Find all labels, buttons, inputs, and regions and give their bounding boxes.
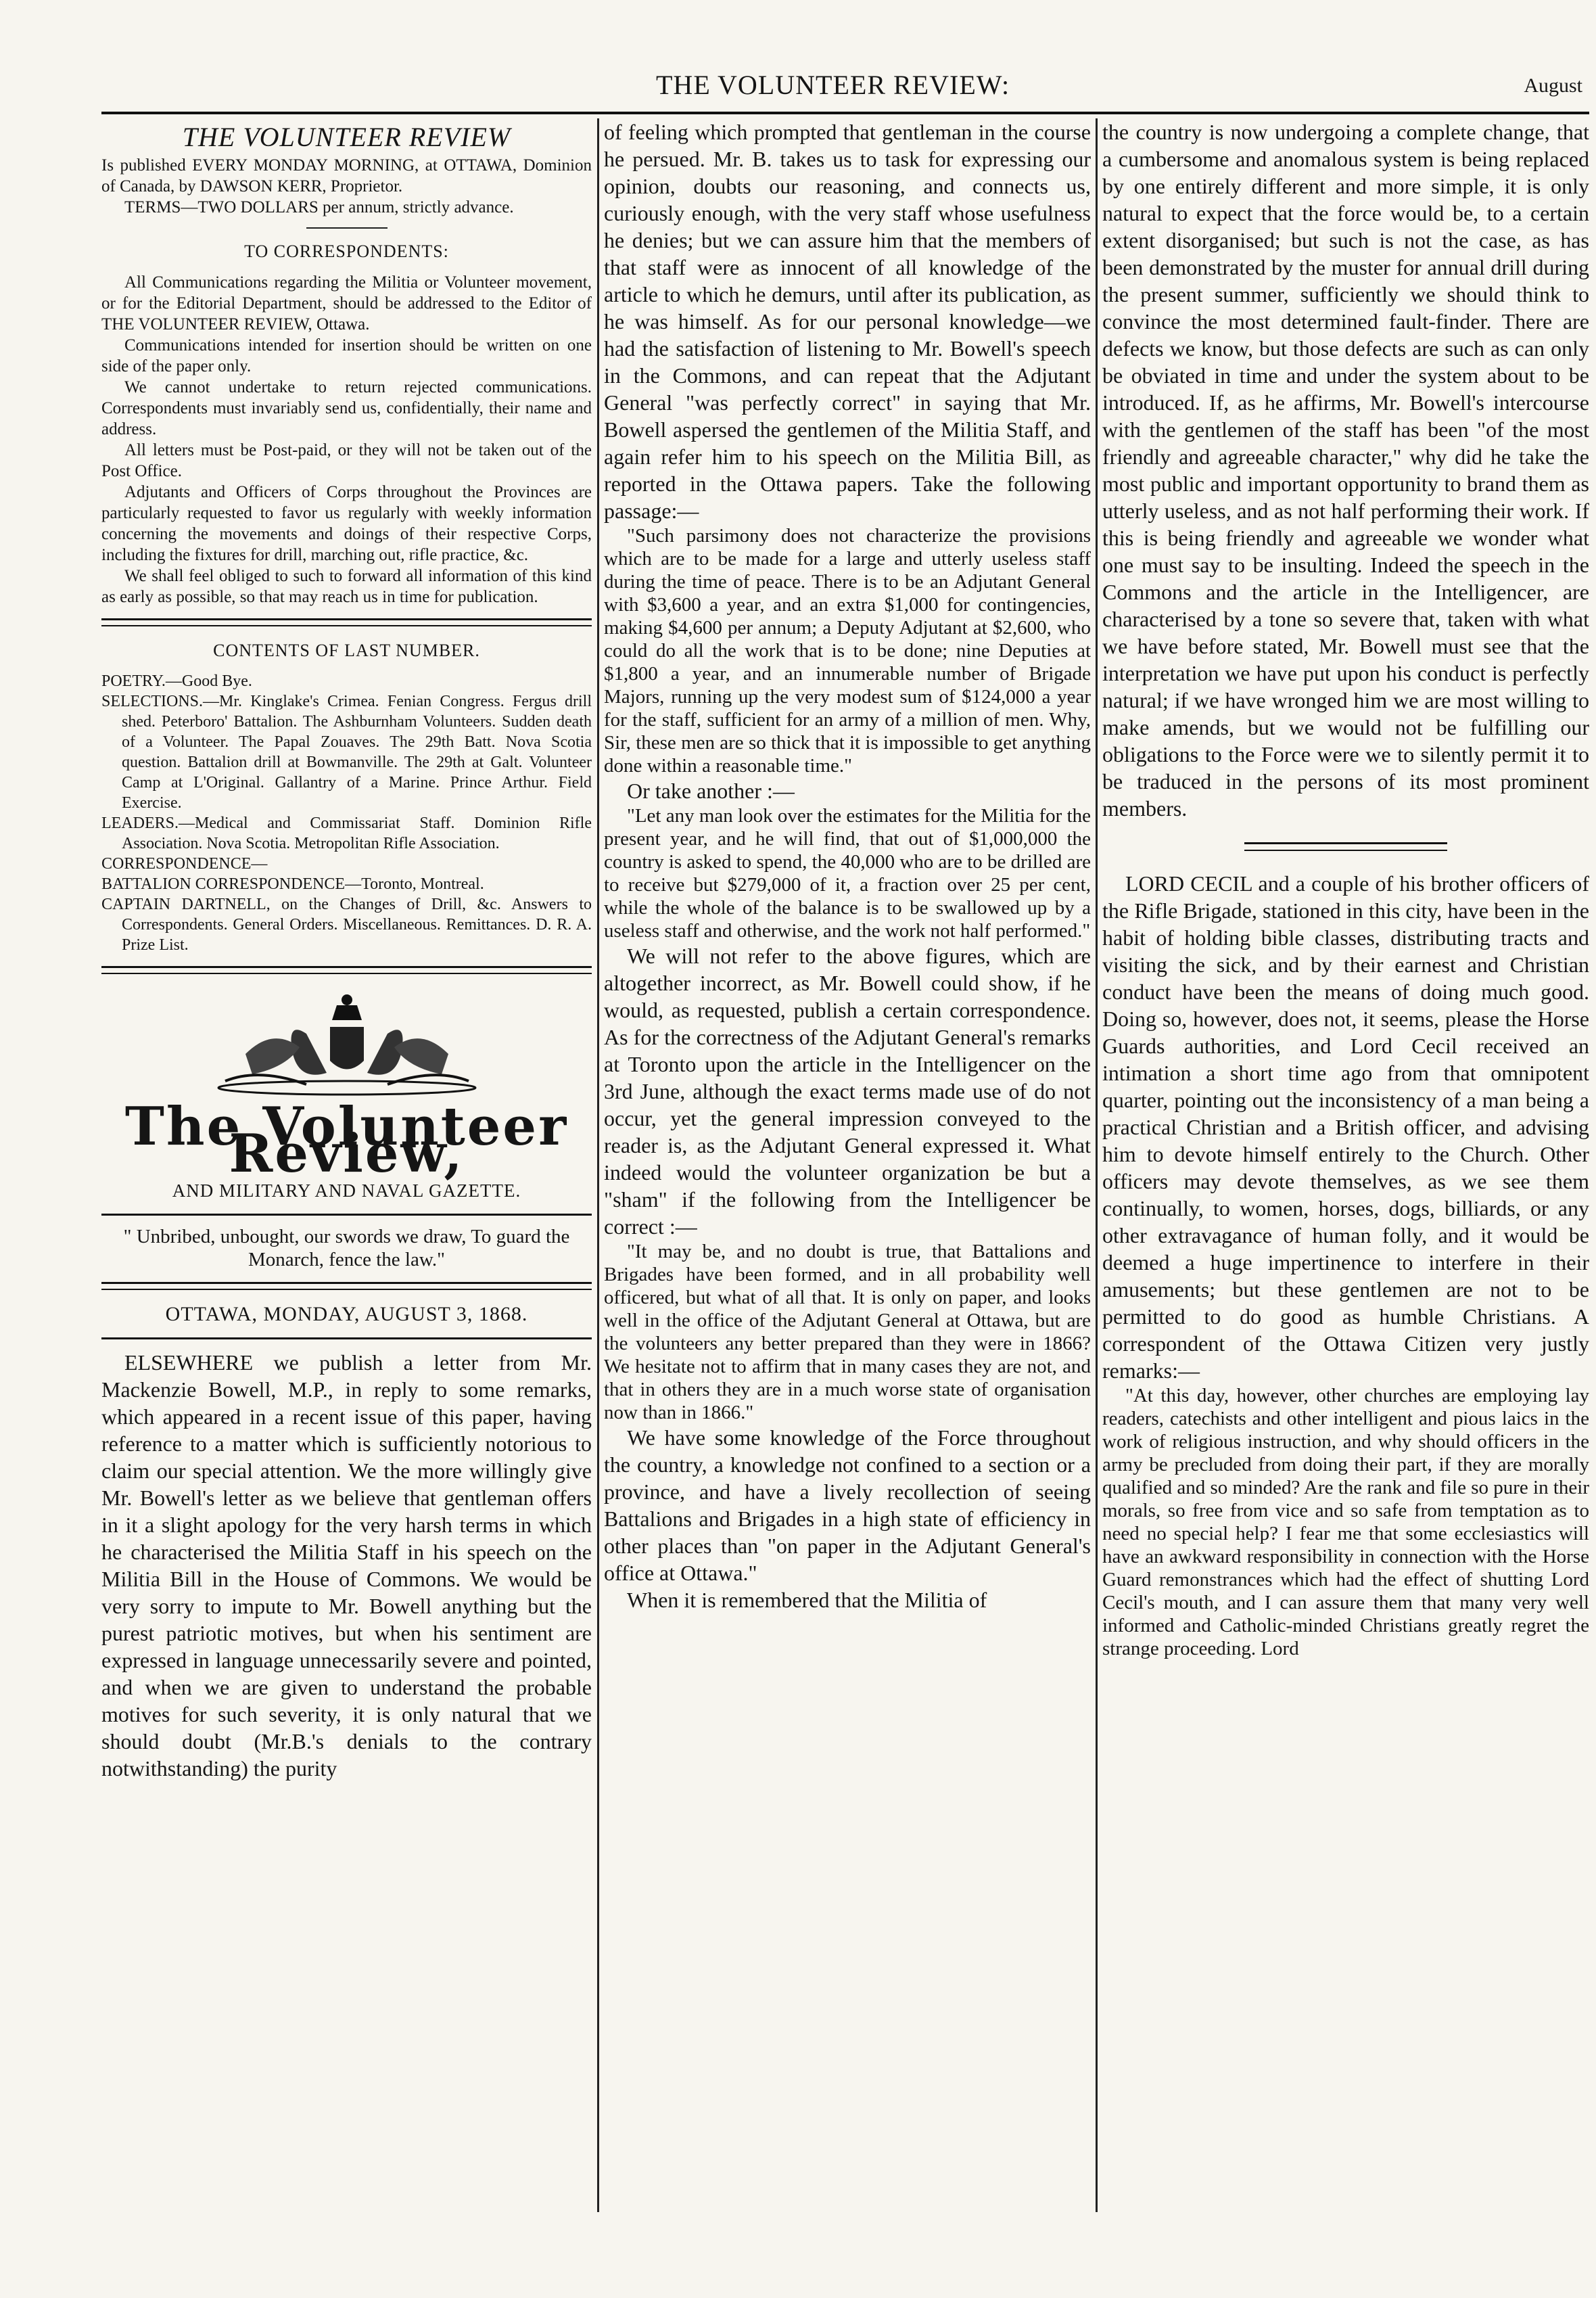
editorial-paragraph: the country is now undergoing a complete change, that a cumbersome and anomalous system is being replaced by one entirely different and more simple, it is only natural to expect that the force would be, to a certain extent disorganised; but such is not the case, as has been demonstrated by the muster for annual drill during the present summer, sufficiently we should think to convince the most determined fault-finder. There are defects we know, but those defects are such as can only be obviated in time and under the system about to be introduced. If, as he affirms, Mr. Bowell's intercourse with the gentlemen of the staff has been "of the most friendly and agreeable character," why did he take the most public and important opportunity to brand them as utterly useless, and as not half performing their work. If this is being friendly and agreeable we wonder what one must say to be insulting. Indeed the speech in the Commons and the article in the Intelligencer, are characterised by a tone so severe that, taken with what we have before stated, Mr. Bowell must see that the interpretation we have put upon his conduct is perfectly natural; if we have wronged him we are most willing to make amends, but we would not be fulfilling our obligations to the Force were we to silently permit it to be traduced in the persons of its most prominent members. bbox=[1102, 120, 1589, 821]
contents-heading: CONTENTS OF LAST NUMBER. bbox=[213, 641, 480, 660]
quoted-passage: "It may be, and no doubt is true, that Battalions and Brigades have been formed, and in all probability well officered, but what of all that. It is only on paper, and looks well in the office of the Adjutant General at Ottawa, but are the volunteers any better prepared than they were in 1866? We hesitate not to affirm that in many cases they are not, and that in others they are in a much worse state of organisation now than in 1866." bbox=[604, 1241, 1091, 1423]
correspondents-note: We shall feel obliged to such to forward all information of this kind as early as possible, so that may reach us in time for publication. bbox=[101, 567, 592, 606]
editorial-paragraph: LORD CECIL and a couple of his brother officers of the Rifle Brigade, stationed in this city, have been in the habit of holding bible classes, distributing tracts and visiting the sick, and by their earnest and Christian conduct have been the means of doing much good. Doing so, however, does not, it seems, please the Horse Guards authorities, and Lord Cecil received an intimation a short time ago from that omnipotent quarter, pointing out the inconsistency of a man being a practical Christian and a British officer, and advising him to devote himself entirely to the Church. Other officers may devote themselves, as we see them continually, to women, horses, dogs, billiards, or any other extravagance of human folly, and it would be deemed a huge impertinence to interfere in their amusements; but these gentlemen are not to be permitted to do good as humble Christians. A correspondent of the Ottawa Citizen very justly remarks:— bbox=[1102, 871, 1589, 1383]
page-header bbox=[101, 62, 1589, 110]
column-2 bbox=[604, 118, 1091, 2215]
paper-subtitle: AND MILITARY AND NAVAL GAZETTE. bbox=[172, 1180, 521, 1201]
masthead-title: THE VOLUNTEER REVIEW bbox=[182, 122, 511, 152]
quoted-passage: "Such parsimony does not characterize the provisions which are to be made for a large and utterly useless staff during the time of peace. There is to be an Adjutant General with $3,600 a year, and an extra $1,000 for contingencies, making $4,600 per annum; a Deputy Adjutant at $2,600, who could do all the work that is to be done; nine Deputies at $1,800 a year, and an innumerable number of Brigade Majors, running up the very modest sum of $124,000 a year for the staff, sufficient for an army of a million of men. Why, Sir, these men are so thick that it is impossible to get anything done within a reasonable time." bbox=[604, 525, 1091, 777]
double-rule bbox=[101, 618, 592, 626]
royal-crest-icon bbox=[205, 986, 489, 1101]
editorial-paragraph: We will not refer to the above figures, which are altogether incorrect, as Mr. Bowell could show, if he would, as requested, publish a certain correspondence. As for the correctness of the Adjutant General's remarks at Toronto upon the article in the Intelligencer on the 3rd June, although the exact terms made use of do not occur, yet the general impression conveyed to the reader is, as the Adjutant General expressed it. What indeed would the volunteer organization be but a "sham" if the following from the Intelligencer be correct :— bbox=[604, 944, 1091, 1239]
quoted-passage: "Let any man look over the estimates for the Militia for the present year, and he will find, that out of $1,000,000 the country is asked to spend, the 40,000 who are to be drilled are to receive but $279,000 of it, a fraction over 25 per cent, while the whole of the balance is to be swallowed up by a useless staff and otherwise, and the work not half performed." bbox=[604, 805, 1091, 942]
quoted-passage: "At this day, however, other churches are employing lay readers, catechists and other intelligent and pious laics in the work of religious instruction, and why should officers in the army be precluded from doing their part, if they are morally qualified and so minded? Are the rank and file so pure in their morals, so free from vice and so safe from temptation as to need no special help? I fear me that some ecclesiastics will have an awkward responsibility in connection with the Horse Guard remonstrances which had the effect of shutting Lord Cecil's mouth, and I can assure them that many very well informed and Catholic-minded Christians greatly regret the strange proceeding. Lord bbox=[1102, 1385, 1589, 1659]
contents-item: SELECTIONS.—Mr. Kinglake's Crimea. Fenian Congress. Fergus drill shed. Peterboro' Battalion. The Ashburnham Volunteers. Sudden death of a Volunteer. The Papal Zouaves. The 29th Batt. Nova Scotia question. Battalion drill at Bowmanville. The 29th at Galt. Volunteer Camp at L'Original. Gallantry of a Marine. Prince Arthur. Field Exercise. bbox=[101, 693, 592, 812]
editorial-paragraph: of feeling which prompted that gentleman in the course he persued. Mr. B. takes us to task for expressing our opinion, doubts our reasoning, and connects us, curiously enough, with the very staff whose usefulness he denies; but we can assure him that the members of that staff were as innocent of all knowledge of the article to which he demurs, until after its publication, as he was himself. As for our personal knowledge—we had the satisfaction of listening to Mr. Bowell's speech in the Commons, and can repeat that the Adjutant General "was perfectly correct" in saying that Mr. Bowell aspersed the gentlemen of the Militia Staff, and again refer him to his speech on the Militia Bill, as reported in the Ottawa papers. Take the following passage:— bbox=[604, 120, 1091, 523]
contents-item: CAPTAIN DARTNELL, on the Changes of Drill, &c. Answers to Correspondents. General Orders. Miscellaneous. Remittances. D. R. A. Prize List. bbox=[101, 896, 592, 954]
editorial-paragraph: When it is remembered that the Militia of bbox=[627, 1588, 987, 1612]
correspondents-heading: TO CORRESPONDENTS: bbox=[244, 242, 449, 261]
editorial-paragraph: ELSEWHERE we publish a letter from Mr. Mackenzie Bowell, M.P., in reply to some remarks, which appeared in a recent issue of this paper, having reference to a matter which is sufficiently notorious to claim our special attention. We the more willingly give Mr. Bowell's letter as we believe that gentleman offers in it a slight apology for the very harsh terms in which he characterised the Militia Staff in his speech on the Militia Bill in the House of Commons. We would be very sorry to impute to Mr. Bowell anything but the purest patriotic motives, but when his sentiment are expressed in language unnecessarily severe and pointed, and when we are given to understand the probable motives for such severity, it is only natural that we should doubt (Mr.B.'s denials to the contrary notwithstanding) the purity bbox=[101, 1350, 592, 1780]
contents-item: BATTALION CORRESPONDENCE—Toronto, Montreal. bbox=[101, 875, 484, 893]
double-rule bbox=[101, 1282, 592, 1290]
publication-note: Is published EVERY MONDAY MORNING, at OTTAWA, Dominion of Canada, by DAWSON KERR, Proprietor. bbox=[101, 156, 592, 196]
column-divider bbox=[1096, 118, 1098, 2212]
editorial-paragraph: Or take another :— bbox=[627, 779, 795, 803]
contents-list bbox=[101, 671, 592, 955]
correspondents-note: Adjutants and Officers of Corps throughout the Provinces are particularly requested to favor us regularly with weekly information concerning the movements and doings of their respective Corps, including the fixtures for drill, marching out, rifle practice, &c. bbox=[101, 483, 592, 564]
column-1 bbox=[101, 118, 592, 2215]
divider bbox=[101, 1214, 592, 1216]
correspondents-note: All letters must be Post-paid, or they will not be taken out of the Post Office. bbox=[101, 441, 592, 480]
running-month: August bbox=[1524, 74, 1582, 97]
correspondents-note: We cannot undertake to return rejected communications. Correspondents must invariably send us, confidentially, their name and address. bbox=[101, 378, 592, 438]
divider bbox=[101, 1337, 592, 1339]
terms-note: TERMS—TWO DOLLARS per annum, strictly advance. bbox=[124, 198, 514, 216]
divider bbox=[306, 227, 388, 229]
motto: " Unbribed, unbought, our swords we draw, To guard the Monarch, fence the law." bbox=[123, 1226, 570, 1270]
dateline: OTTAWA, MONDAY, AUGUST 3, 1868. bbox=[165, 1303, 528, 1325]
ornamental-rule bbox=[1244, 842, 1447, 851]
editorial-paragraph: We have some knowledge of the Force throughout the country, a knowledge not confined to a section or a province, and have a lively recollection of seeing Battalions and Brigades in a high state of efficiency in other places than "on paper in the Adjutant General's office at Ottawa." bbox=[604, 1425, 1091, 1585]
contents-item: POETRY.—Good Bye. bbox=[101, 672, 252, 690]
running-title: THE VOLUNTEER REVIEW: bbox=[656, 70, 1010, 100]
contents-item: LEADERS.—Medical and Commissariat Staff. Dominion Rifle Association. Nova Scotia. Metropolitan Rifle Association. bbox=[101, 814, 592, 852]
double-rule bbox=[101, 966, 592, 974]
paper-title: The Volunteer Review, bbox=[124, 1096, 569, 1185]
column-divider bbox=[597, 118, 599, 2212]
header-rule bbox=[101, 112, 1589, 114]
column-3 bbox=[1102, 118, 1589, 2215]
correspondents-note: All Communications regarding the Militia or Volunteer movement, or for the Editorial Department, should be addressed to the Editor of THE VOLUNTEER REVIEW, Ottawa. bbox=[101, 273, 592, 334]
correspondents-note: Communications intended for insertion should be written on one side of the paper only. bbox=[101, 336, 592, 375]
contents-item: CORRESPONDENCE— bbox=[101, 855, 268, 873]
